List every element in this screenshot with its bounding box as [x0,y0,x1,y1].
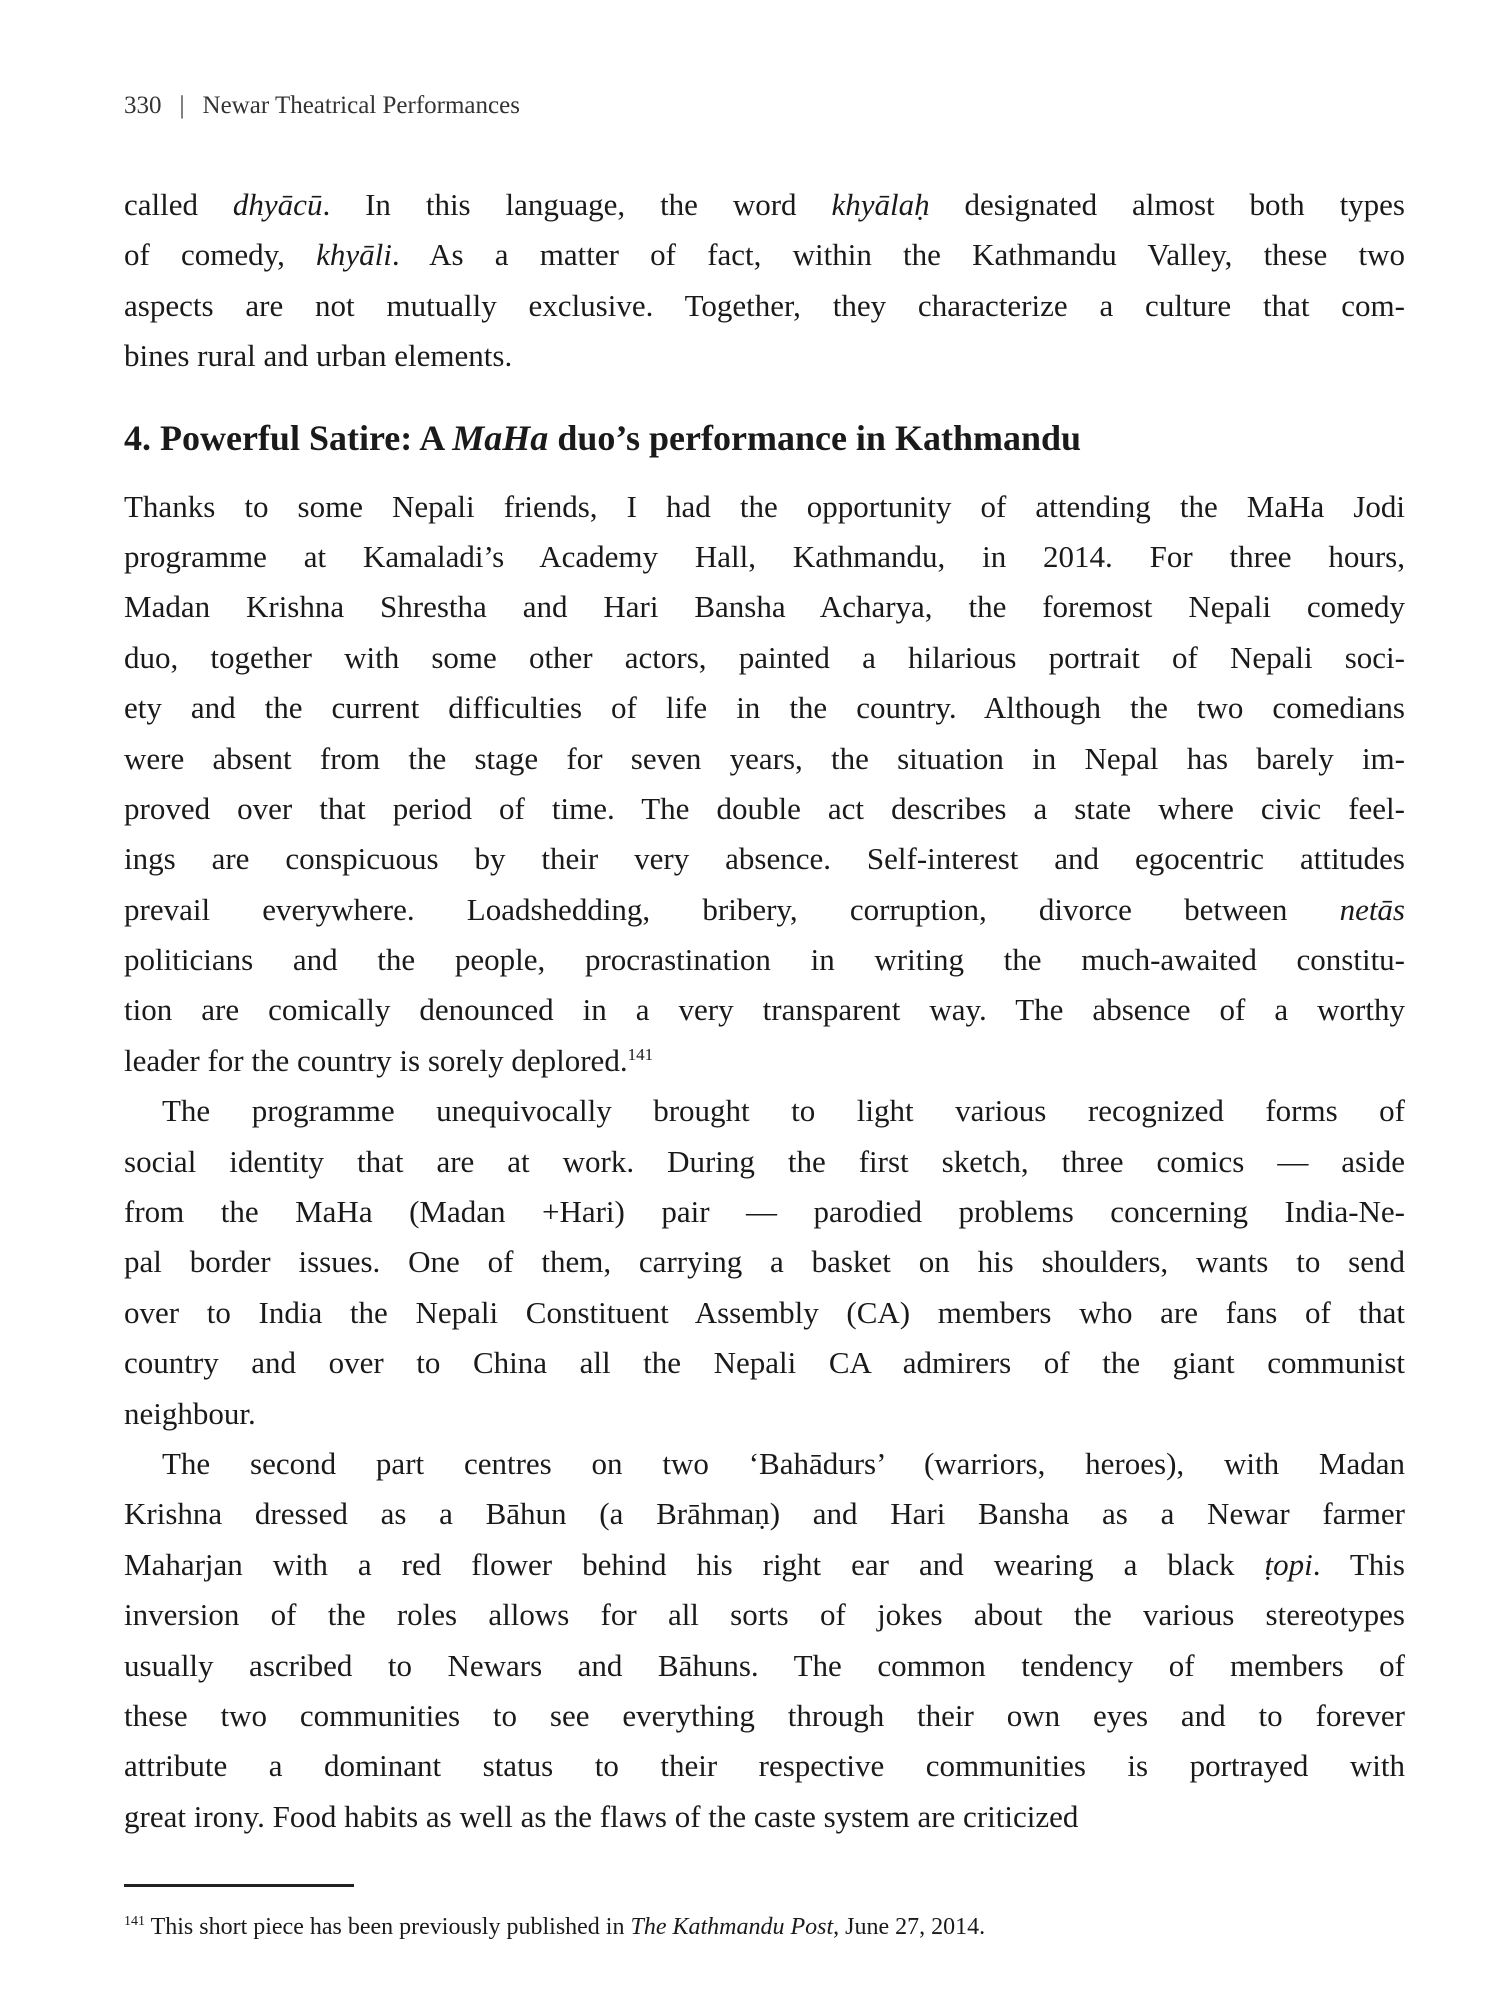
footnote-text: This short piece has been previously published in [145,1914,631,1940]
text-line [124,532,1405,582]
page-number: 330 [124,92,162,119]
text-line [124,1237,1405,1287]
text-segment: Krishna dressed as a Bāhun (a Brāhmaṇ) and Hari Bansha as a Newar farmer [124,1496,1405,1532]
text-line [124,180,1405,230]
text-line [124,1389,1405,1439]
paragraph [124,180,1405,382]
text-segment: inversion of the roles allows for all sorts of jokes about the various stereotypes [124,1597,1405,1633]
page-body [124,180,1405,1842]
text-segment: usually ascribed to Newars and Bāhuns. The common tendency of members of [124,1647,1405,1683]
text-segment: of comedy, [124,237,317,273]
text-segment: attribute a dominant status to their respective communities is portrayed with [124,1748,1405,1784]
text-segment: leader for the country is sorely deplored. [124,1042,628,1078]
text-line [124,1792,1405,1842]
text-segment: programme at Kamaladi’s Academy Hall, Kathmandu, in 2014. For three hours, [124,538,1405,574]
text-line [124,1540,1405,1590]
text-line [124,1741,1405,1791]
text-segment: great irony. Food habits as well as the flaws of the caste system are criticized [124,1798,1079,1834]
text-segment: Madan Krishna Shrestha and Hari Bansha Acharya, the foremost Nepali comedy [124,589,1405,625]
text-segment: aspects are not mutually exclusive. Together, they characterize a culture that com- [124,287,1405,323]
header-separator: | [179,92,185,119]
text-segment: khyāli [316,237,392,273]
text-segment: politicians and the people, procrastination in writing the much-awaited constitu- [124,942,1405,978]
text-segment: ings are conspicuous by their very absence. Self-interest and egocentric attitudes [124,841,1405,877]
footnote-marker: 141 [124,1914,145,1929]
text-segment: pal border issues. One of them, carrying a basket on his shoulders, wants to send [124,1244,1405,1280]
footnote-rule [124,1884,354,1887]
text-line [124,281,1405,331]
section-heading [124,382,1405,482]
text-line [124,1137,1405,1187]
text-segment: MaHa [452,417,549,458]
text-line [124,1036,1405,1086]
text-line [124,985,1405,1035]
text-segment: were absent from the stage for seven years, the situation in Nepal has barely im- [124,740,1405,776]
text-line [124,683,1405,733]
running-title: Newar Theatrical Performances [202,92,520,119]
text-segment: bines rural and urban elements. [124,338,513,374]
text-segment: ṭopi [1264,1546,1313,1582]
text-segment: 4. Powerful Satire: A [124,417,453,458]
text-segment: . In this language, the word [322,187,832,222]
text-segment: . As a matter of fact, within the Kathmandu Valley, these two [391,237,1405,273]
text-segment: khyālaḥ [831,187,930,222]
text-segment: duo, together with some other actors, painted a hilarious portrait of Nepali soci- [124,639,1405,675]
text-segment: The programme unequivocally brought to light various recognized forms of [162,1093,1405,1129]
text-line [124,633,1405,683]
text-segment: ety and the current difficulties of life in the country. Although the two comedians [124,690,1405,726]
text-line [124,1187,1405,1237]
text-line [124,482,1405,532]
text-segment: these two communities to see everything through their own eyes and to forever [124,1697,1405,1733]
text-line [124,1439,1405,1489]
text-segment: . This [1312,1546,1405,1582]
text-segment: tion are comically denounced in a very transparent way. The absence of a worthy [124,992,1405,1028]
text-line [124,1590,1405,1640]
text-segment: dhyācū [232,187,323,222]
text-line [124,1288,1405,1338]
text-line [124,1641,1405,1691]
text-line [124,1691,1405,1741]
text-line [124,582,1405,632]
text-line [124,331,1405,381]
text-line [124,784,1405,834]
text-segment: social identity that are at work. During the first sketch, three comics — aside [124,1143,1405,1179]
text-segment: from the MaHa (Madan +Hari) pair — parodied problems concerning India-Ne- [124,1194,1405,1230]
text-segment: proved over that period of time. The double act describes a state where civic feel- [124,790,1405,826]
text-line [124,1086,1405,1136]
text-line [124,935,1405,985]
running-header [124,92,520,120]
text-segment: The second part centres on two ‘Bahādurs’ (warriors, heroes), with Madan [162,1445,1405,1481]
footnote-date: , June 27, 2014. [833,1914,986,1940]
text-line [124,1338,1405,1388]
text-segment: Thanks to some Nepali friends, I had the opportunity of attending the MaHa Jodi [124,488,1405,524]
text-line [124,1489,1405,1539]
text-segment: designated almost both types [929,187,1406,222]
text-line [124,734,1405,784]
text-line [124,230,1405,280]
text-segment: country and over to China all the Nepali CA admirers of the giant communist [124,1345,1405,1381]
text-segment: prevail everywhere. Loadshedding, bribery, corruption, divorce between [124,891,1340,927]
footnote-source: The Kathmandu Post [630,1914,834,1940]
text-segment: neighbour. [124,1395,256,1431]
text-segment: netās [1339,891,1405,927]
text-segment: called [124,187,233,222]
text-segment: duo’s performance in Kathmandu [548,417,1082,458]
text-segment: over to India the Nepali Constituent Assembly (CA) members who are fans of that [124,1294,1405,1330]
footnote [124,1914,985,1941]
footnote-reference: 141 [627,1044,654,1064]
paragraph [124,1439,1405,1842]
text-line [124,885,1405,935]
paragraph [124,1086,1405,1439]
text-segment: Maharjan with a red flower behind his right ear and wearing a black [124,1546,1265,1582]
text-line [124,834,1405,884]
paragraph [124,482,1405,1087]
